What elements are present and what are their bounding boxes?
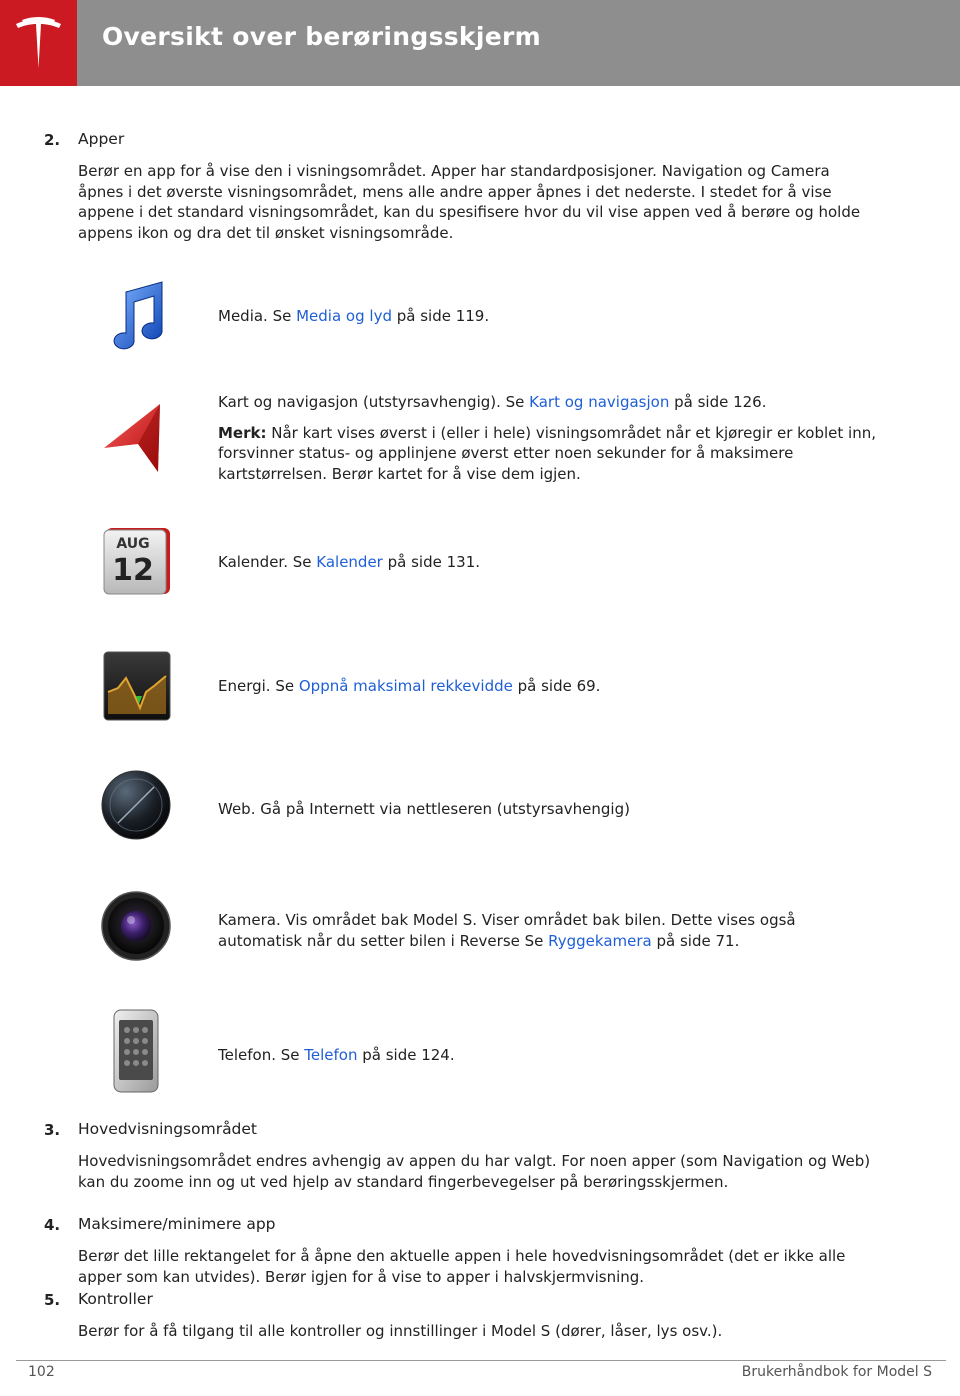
- section-number-apps: 2.: [44, 131, 61, 149]
- energy-graph-icon: [100, 648, 176, 724]
- section-title-maximize: Maksimere/minimere app: [78, 1215, 276, 1233]
- link-calendar[interactable]: Kalender: [316, 553, 383, 571]
- logo-box: [0, 0, 77, 86]
- page-header: [0, 0, 960, 86]
- app-text-navigation: Kart og navigasjon (utstyrsavhengig). Se Kart og navigasjon på side 126. Merk: Når kart vises øverst i (eller i hele) visningsområdet når et kjøregir er koblet inn, forsvinner status- og applinjene øverst etter noen sekunder for å maksimere kartstørrelsen. Berør kartet for å vise dem igjen.: [218, 393, 876, 483]
- section-number-maximize: 4.: [44, 1216, 61, 1234]
- section-number-main: 3.: [44, 1121, 61, 1139]
- link-energy[interactable]: Oppnå maksimal rekkevidde: [298, 677, 513, 695]
- footer-divider: [16, 1360, 946, 1361]
- section-text-apps: Berør en app for å vise den i visningsområdet. Apper har standardposisjoner. Navigation og Camera åpnes i det øverste visningsområdet, mens alle andre apper åpnes i det nederste. I stedet for å vise appene i det standard visningsområdet, kan du spesifisere hvor du vil vise appen ved å berøre og holde appens ikon og dra det til ønsket visningsområde.: [78, 162, 861, 242]
- note-label: Merk:: [218, 423, 267, 442]
- section-title-controls: Kontroller: [78, 1290, 153, 1308]
- camera-lens-icon: [100, 888, 176, 964]
- app-text-web: Web. Gå på Internett via nettleseren (utstyrsavhengig): [218, 800, 630, 818]
- calendar-icon: [100, 524, 176, 600]
- app-text-camera: Kamera. Vis området bak Model S. Viser området bak bilen. Dette vises også automatisk når du setter bilen i Reverse Se Ryggekamera på side 71.: [218, 911, 796, 950]
- app-text-energy: Energi. Se Oppnå maksimal rekkevidde på side 69.: [218, 677, 601, 695]
- section-number-controls: 5.: [44, 1291, 61, 1309]
- link-camera[interactable]: Ryggekamera: [548, 931, 652, 950]
- section-text-maximize: Berør det lille rektangelet for å åpne den aktuelle appen i hele hovedvisningsområdet (det er ikke alle apper som kan utvides). Berør igjen for å vise to apper i halvskjermvisning.: [78, 1247, 846, 1286]
- note-text: Når kart vises øverst i (eller i hele) visningsområdet når et kjøregir er koblet inn, forsvinner status- og applinjene øverst etter noen sekunder for å maksimere kartstørrelsen. Berør kartet for å vise dem igjen.: [218, 423, 876, 483]
- phone-keypad-icon: [100, 1008, 176, 1096]
- tesla-logo-icon: [14, 16, 63, 70]
- music-note-icon: [100, 278, 176, 354]
- link-phone[interactable]: Telefon: [304, 1046, 358, 1064]
- app-text-calendar: Kalender. Se Kalender på side 131.: [218, 553, 481, 571]
- link-navigation[interactable]: Kart og navigasjon: [529, 393, 670, 411]
- footer-manual-title: Brukerhåndbok for Model S: [741, 1364, 932, 1380]
- footer-page-number: 102: [28, 1364, 55, 1380]
- page-title: Oversikt over berøringsskjerm: [102, 22, 541, 51]
- section-text-controls: Berør for å få tilgang til alle kontroller og innstillinger i Model S (dører, låser, lys osv.).: [78, 1322, 723, 1340]
- section-text-main: Hovedvisningsområdet endres avhengig av appen du har valgt. For noen apper (som Navigation og Web) kan du zoome inn og ut ved hjelp av standard fingerbevegelser på berøringsskjermen.: [78, 1152, 871, 1191]
- navigation-arrow-icon: [100, 400, 176, 476]
- web-globe-icon: [100, 767, 176, 843]
- app-text-phone: Telefon. Se Telefon på side 124.: [218, 1046, 455, 1064]
- app-text-media: Media. Se Media og lyd på side 119.: [218, 307, 490, 325]
- section-title-apps: Apper: [78, 130, 125, 148]
- calendar-day: 12: [112, 553, 154, 588]
- calendar-month: AUG: [116, 536, 150, 552]
- section-title-main: Hovedvisningsområdet: [78, 1120, 258, 1138]
- link-media[interactable]: Media og lyd: [296, 307, 392, 325]
